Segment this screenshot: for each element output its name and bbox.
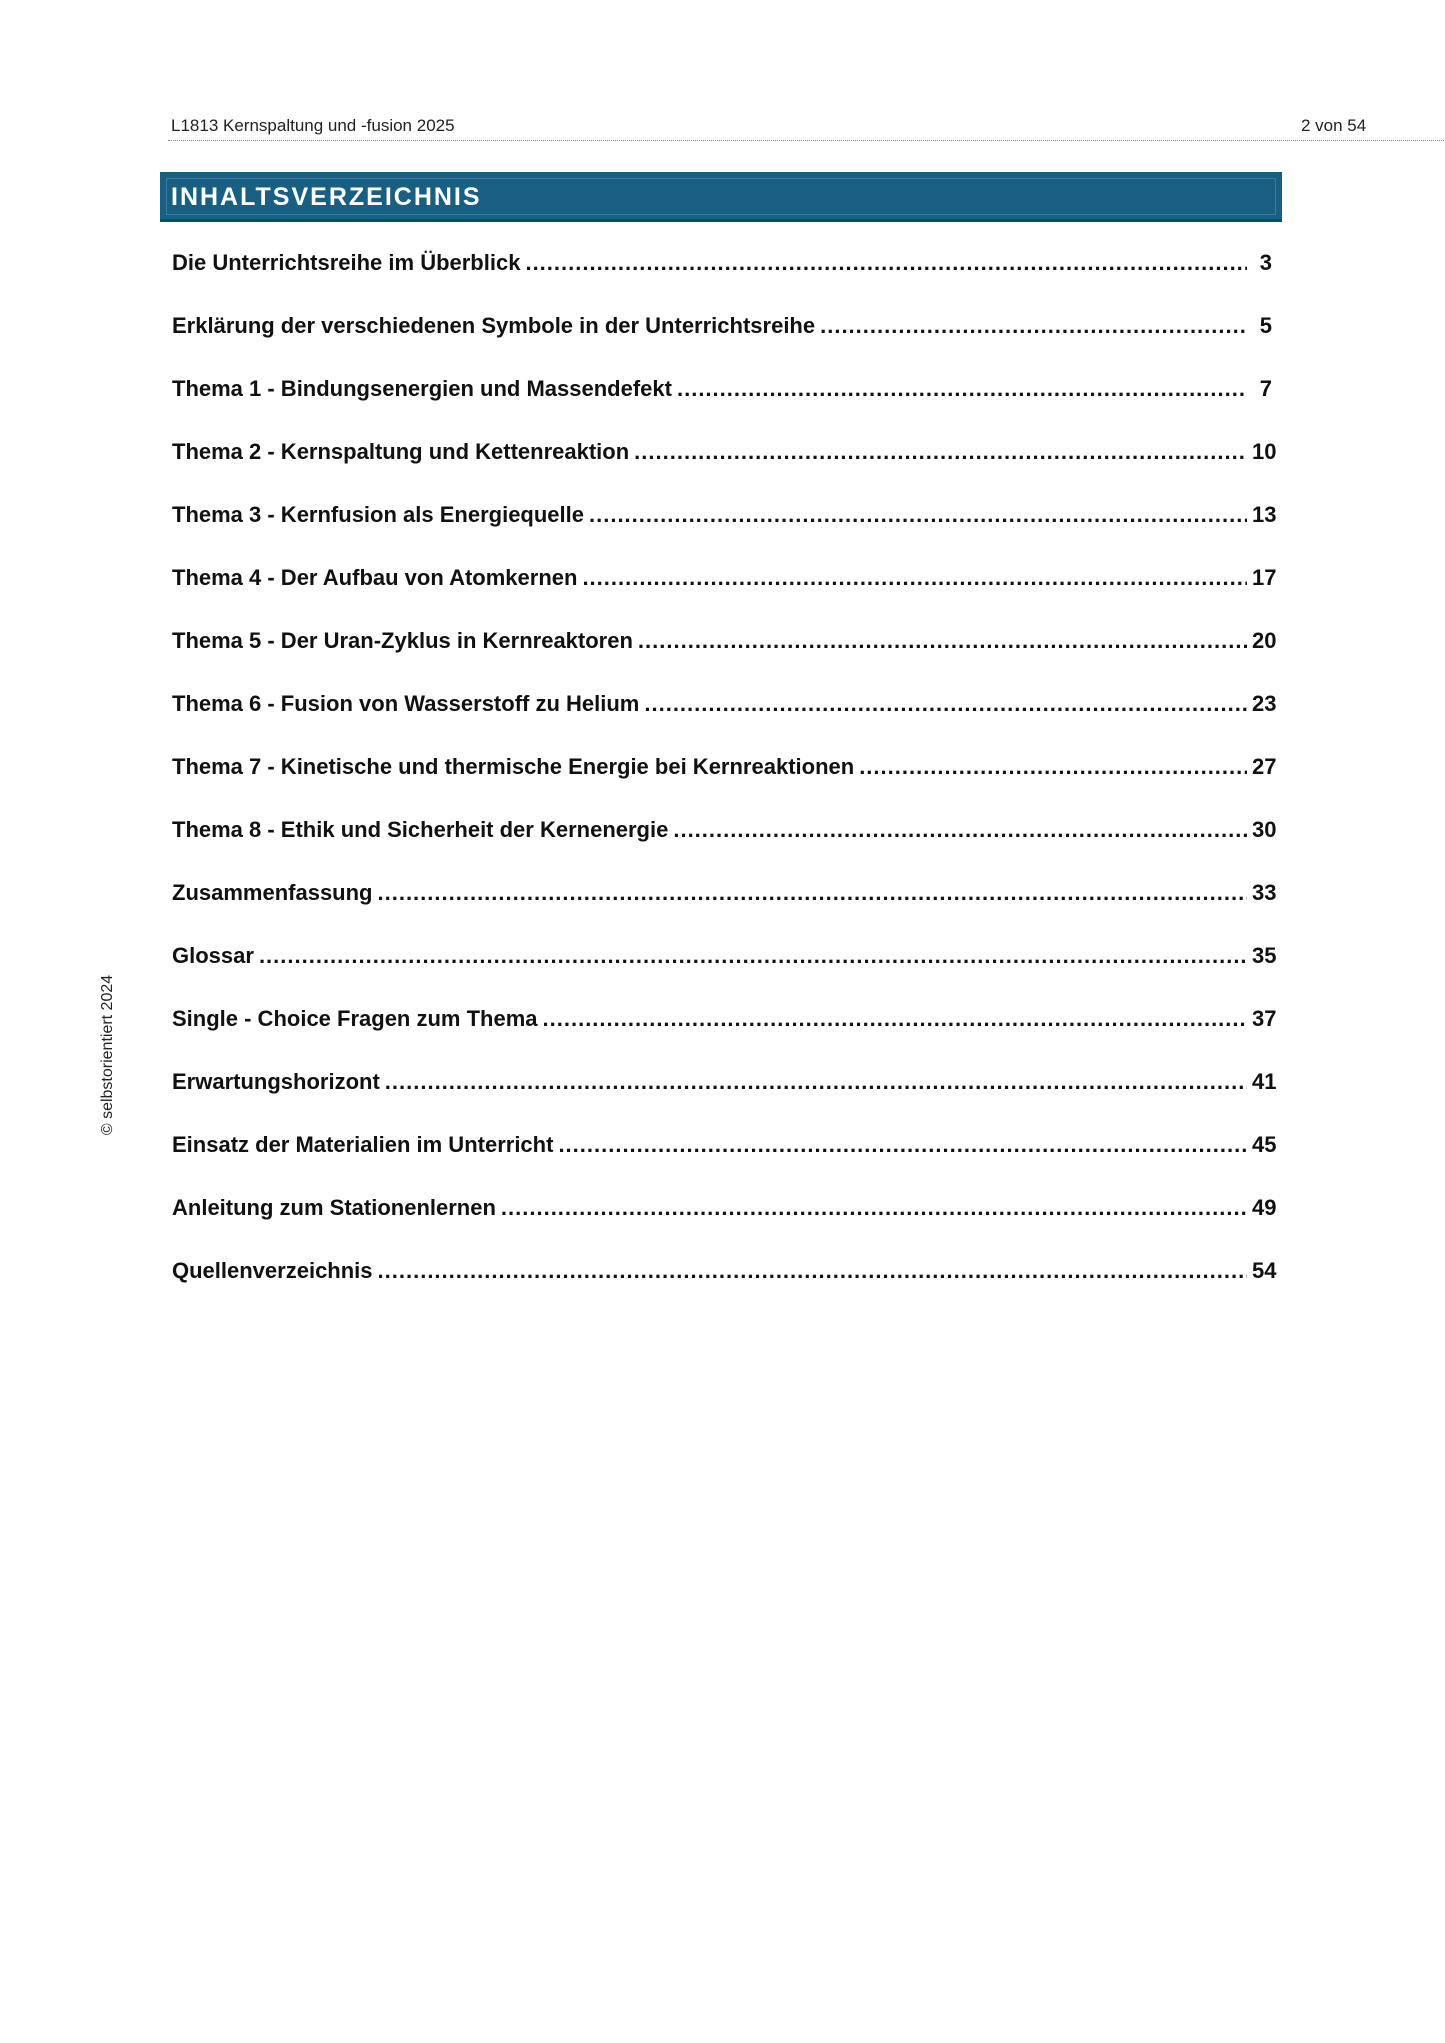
toc-entry-title: Die Unterrichtsreihe im Überblick [172,250,521,275]
toc-dot-leader [673,817,1247,843]
toc-dot-leader [644,691,1247,717]
toc-entry-page: 3 [1259,250,1272,275]
toc-dot-leader [820,313,1247,339]
toc-dot-leader [385,1069,1247,1095]
toc-dot-leader [259,943,1247,969]
page-header [168,112,1444,141]
toc-entry-page: 7 [1259,376,1272,401]
toc-entry[interactable] [172,691,1277,754]
toc-entry[interactable] [172,754,1277,817]
toc-entry[interactable] [172,1006,1277,1069]
toc-entry[interactable] [172,817,1277,880]
toc-entry-title: Einsatz der Materialien im Unterricht [172,1132,554,1157]
toc-entry-title: Thema 4 - Der Aufbau von Atomkernen [172,565,578,590]
toc-entry[interactable] [172,1258,1277,1321]
document-title: L1813 Kernspaltung und -fusion 2025 [171,116,455,135]
toc-entry-page: 49 [1252,1195,1277,1220]
toc-dot-leader [501,1195,1247,1221]
toc-entry-page: 20 [1252,628,1277,653]
toc-dot-leader [582,565,1247,591]
toc-dot-leader [859,754,1247,780]
toc-dot-leader [589,502,1247,528]
toc-entry[interactable] [172,313,1272,376]
toc-banner [160,172,1282,222]
toc-list [172,250,1277,1321]
toc-entry-title: Erklärung der verschiedenen Symbole in der Unterrichtsreihe [172,313,816,338]
toc-entry-title: Quellenverzeichnis [172,1258,373,1283]
toc-entry[interactable] [172,250,1272,313]
toc-entry-page: 54 [1252,1258,1277,1283]
toc-entry-title: Single - Choice Fragen zum Thema [172,1006,538,1031]
toc-entry-title: Thema 2 - Kernspaltung und Kettenreaktion [172,439,630,464]
toc-entry[interactable] [172,1132,1277,1195]
toc-entry-title: Anleitung zum Stationenlernen [172,1195,496,1220]
toc-entry-title: Thema 8 - Ethik und Sicherheit der Kernenergie [172,817,669,842]
toc-entry-page: 23 [1252,691,1277,716]
toc-entry-title: Thema 1 - Bindungsenergien und Massendefekt [172,376,672,401]
toc-entry-page: 35 [1252,943,1277,968]
toc-entry-title: Glossar [172,943,254,968]
page-number: 2 von 54 [1301,116,1367,135]
toc-entry-title: Thema 5 - Der Uran-Zyklus in Kernreaktoren [172,628,633,653]
toc-entry[interactable] [172,502,1277,565]
toc-entry-page: 27 [1252,754,1277,779]
toc-dot-leader [525,250,1247,276]
toc-entry-title: Thema 7 - Kinetische und thermische Energie bei Kernreaktionen [172,754,855,779]
toc-entry[interactable] [172,880,1277,943]
toc-heading: INHALTSVERZEICHNIS [171,183,482,211]
toc-entry-page: 41 [1252,1069,1277,1094]
toc-dot-leader [378,1258,1247,1284]
toc-entry-title: Thema 6 - Fusion von Wasserstoff zu Helium [172,691,640,716]
toc-entry[interactable] [172,439,1277,502]
toc-entry[interactable] [172,1069,1277,1132]
toc-entry-page: 10 [1252,439,1277,464]
toc-dot-leader [638,628,1247,654]
toc-entry[interactable] [172,628,1277,691]
copyright-note: © selbstorientiert 2024 [99,974,116,1136]
toc-entry-title: Zusammenfassung [172,880,373,905]
toc-entry-page: 13 [1252,502,1277,527]
toc-entry[interactable] [172,565,1277,628]
toc-entry-page: 30 [1252,817,1277,842]
toc-dot-leader [677,376,1247,402]
toc-entry[interactable] [172,376,1272,439]
toc-dot-leader [558,1132,1247,1158]
toc-entry-page: 37 [1252,1006,1277,1031]
toc-entry[interactable] [172,1195,1277,1258]
toc-entry-page: 5 [1259,313,1272,338]
toc-entry-page: 17 [1252,565,1277,590]
toc-entry-title: Erwartungshorizont [172,1069,380,1094]
toc-entry-page: 33 [1252,880,1277,905]
toc-dot-leader [543,1006,1247,1032]
toc-entry[interactable] [172,943,1277,1006]
toc-dot-leader [634,439,1247,465]
toc-entry-title: Thema 3 - Kernfusion als Energiequelle [172,502,584,527]
toc-dot-leader [378,880,1248,906]
toc-entry-page: 45 [1252,1132,1277,1157]
